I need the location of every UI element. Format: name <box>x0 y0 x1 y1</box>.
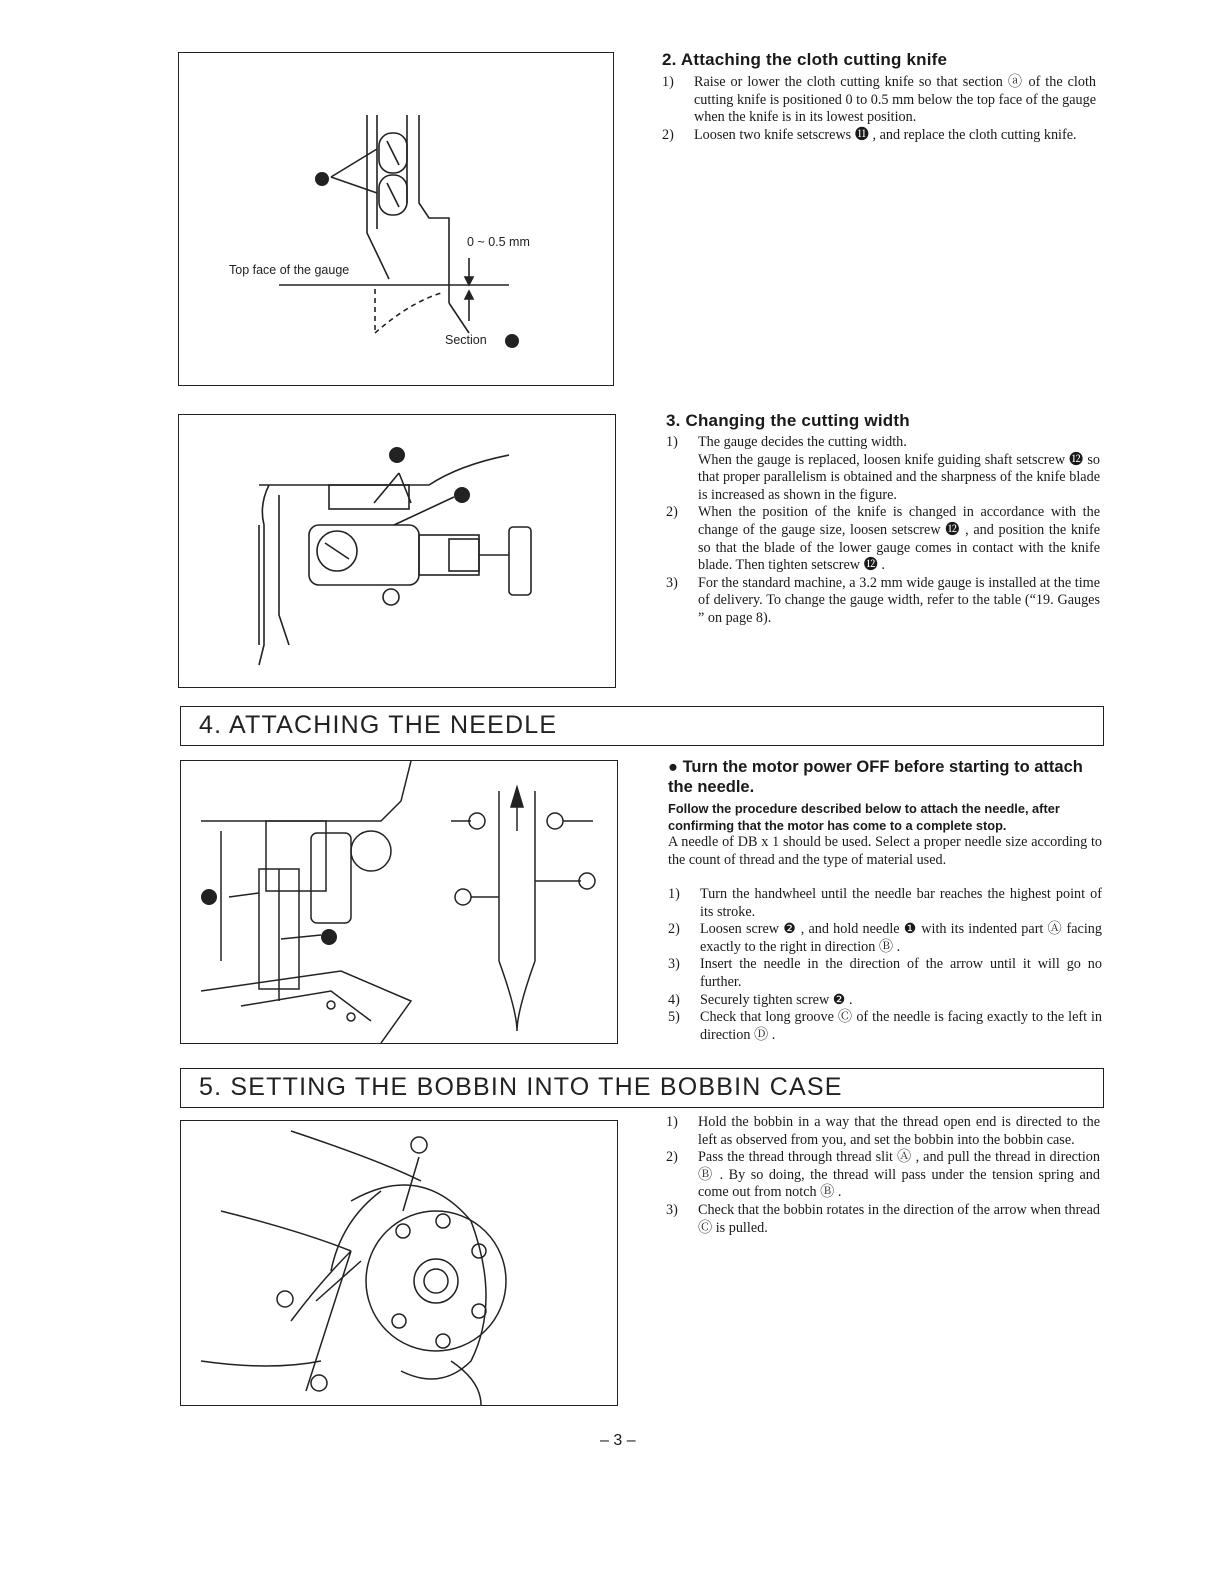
shaft-setscrew-marker-icon <box>389 447 405 463</box>
direction-b-marker-icon <box>547 813 563 829</box>
needle-intro: A needle of DB x 1 should be used. Select a proper needle size according to the count of thread and the type of material used. <box>668 834 1102 868</box>
needle-warning-sub: Follow the procedure described below to attach the needle, after confirming that the motor has come to a complete stop. <box>668 801 1060 833</box>
figure-needle <box>180 760 618 1044</box>
list-item: 3) Check that the bobbin rotates in the direction of the arrow when thread Ⓒ is pulled. <box>666 1201 1100 1236</box>
part-a-marker-icon <box>579 873 595 889</box>
setscrew-2-marker-icon <box>454 487 470 503</box>
groove-c-marker-icon <box>455 889 471 905</box>
section-3-steps <box>666 434 1100 628</box>
needle-1-marker-icon <box>321 929 337 945</box>
thread-slit-a-marker-icon <box>411 1137 427 1153</box>
section-4-heading: 4. ATTACHING THE NEEDLE <box>199 711 558 739</box>
direction-d-marker-icon <box>469 813 485 829</box>
label-section: Section <box>445 333 487 347</box>
section-2-title: 2. Attaching the cloth cutting knife <box>662 50 948 69</box>
figure-knife-gauge <box>178 52 614 386</box>
screw-2-marker-icon <box>201 889 217 905</box>
page-number: – 3 – <box>600 1432 636 1449</box>
list-item: 3) Insert the needle in the direction of the arrow until it will go no further. <box>668 956 1102 990</box>
list-item: 3) For the standard machine, a 3.2 mm wide gauge is installed at the time of delivery. To change the gauge width, refer to the table (“19. Gauges ” on page 8). <box>666 574 1100 626</box>
list-item: 1) Raise or lower the cloth cutting knife so that section ⓐ of the cloth cutting knife is positioned 0 to 0.5 mm below the top face of the gauge when the knife is in its lowest position. <box>662 74 1096 126</box>
needle-warning-heading: ● Turn the motor power OFF before starting to attach the needle. <box>668 758 1083 796</box>
list-item: 2) Pass the thread through thread slit Ⓐ , and pull the thread in direction Ⓑ . By so doing, the thread will pass under the tension spring and come out from notch Ⓑ . <box>666 1149 1100 1201</box>
cutting-width-diagram <box>179 415 615 687</box>
bobbin-diagram <box>181 1121 617 1405</box>
section-4-steps <box>668 886 1102 1044</box>
section-4-banner <box>180 706 1104 746</box>
list-item: 5) Check that long groove Ⓒ of the needle is facing exactly to the left in direction Ⓓ . <box>668 1009 1102 1043</box>
list-item: 2) Loosen screw ❷ , and hold needle ❶ with its indented part Ⓐ facing exactly to the right in direction Ⓑ . <box>668 921 1102 955</box>
list-item: 2) Loosen two knife setscrews ⓫ , and replace the cloth cutting knife. <box>662 126 1077 143</box>
section-3-title: 3. Changing the cutting width <box>666 411 910 430</box>
list-item: 1) The gauge decides the cutting width. When the gauge is replaced, loosen knife guiding shaft setscrew ⓬ so that proper parallelism is obtained and the sharpness of the knife blade is increased as shown in the figure. <box>666 434 1100 503</box>
label-gap: 0 ~ 0.5 mm <box>467 235 530 249</box>
list-item: 2) When the position of the knife is changed in accordance with the change of the gauge size, loosen setscrew ⓬ , and position the knife so that the blade of the lower gauge comes in contact with the knife blade. Then tighten setscrew ⓬ . <box>666 504 1100 574</box>
list-item: 1) Turn the handwheel until the needle bar reaches the highest point of its stroke. <box>668 886 1102 920</box>
section-5-heading: 5. SETTING THE BOBBIN INTO THE BOBBIN CASE <box>199 1073 843 1101</box>
label-top-face: Top face of the gauge <box>229 263 350 277</box>
figure-cutting-width <box>178 414 616 688</box>
figure-bobbin <box>180 1120 618 1406</box>
list-item: 1) Hold the bobbin in a way that the thread open end is directed to the left as observed from you, and set the bobbin into the bobbin case. <box>666 1114 1100 1148</box>
notch-b-marker-icon <box>277 1291 293 1307</box>
knife-diagram <box>179 53 613 385</box>
list-item: 4) Securely tighten screw ❷ . <box>668 991 853 1008</box>
setscrew-marker-icon <box>315 172 329 186</box>
bullet-icon: ● <box>668 758 683 776</box>
section-5-banner <box>180 1068 1104 1108</box>
section-5-steps <box>666 1114 1100 1237</box>
thread-c-marker-icon <box>311 1375 327 1391</box>
needle-diagram <box>181 761 617 1043</box>
section-marker-icon <box>505 334 519 348</box>
section-2-steps <box>662 74 1096 144</box>
